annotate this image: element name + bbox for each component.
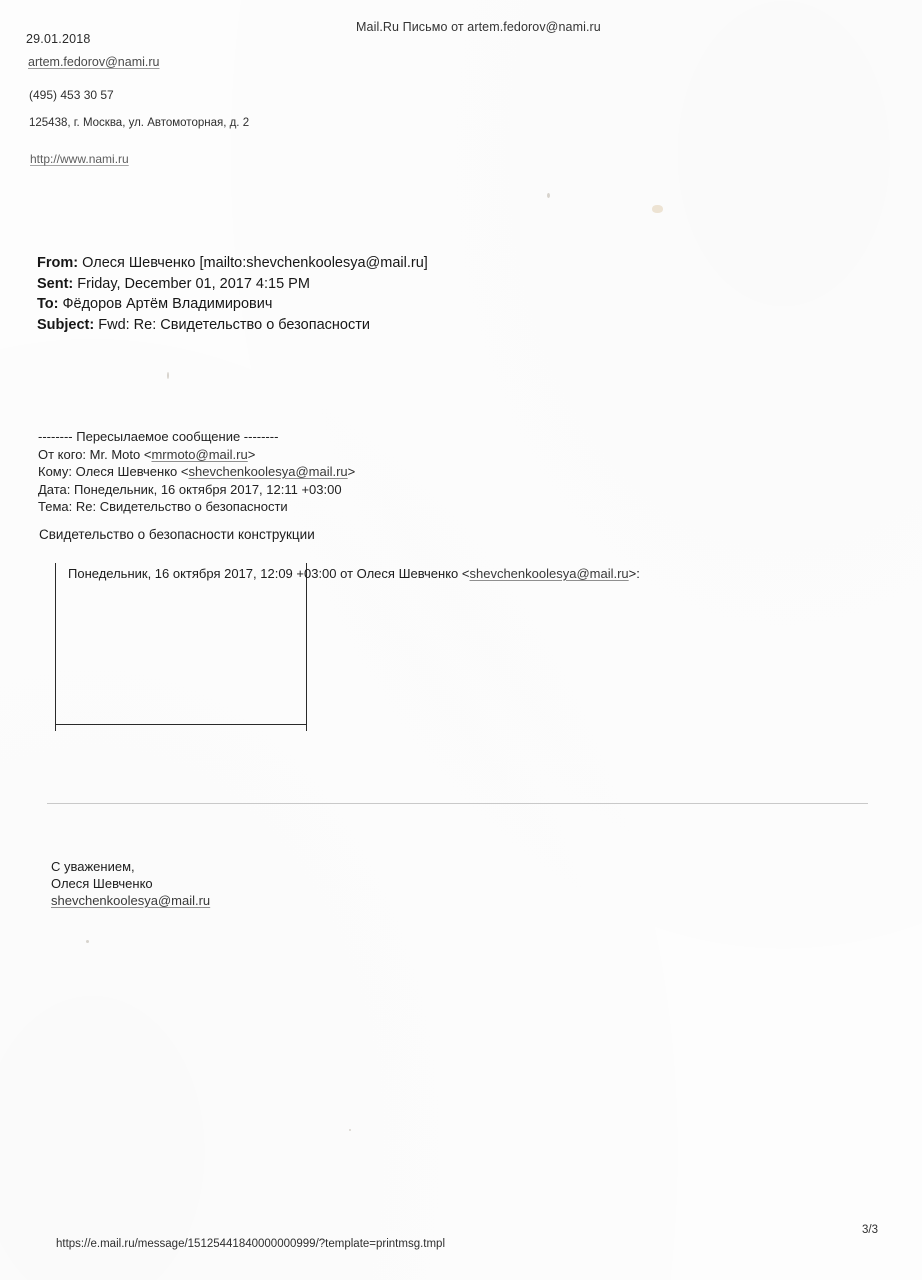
forwarded-subject	[38, 498, 355, 516]
forwarded-date-label: Дата:	[38, 481, 71, 497]
signature-email: shevchenkoolesya@mail.ru	[51, 893, 211, 908]
quoted-message-frame	[55, 563, 307, 725]
sent-value: Friday, December 01, 2017 4:15 PM	[77, 275, 310, 292]
forwarded-separator: -------- Пересылаемое сообщение --------	[38, 429, 279, 444]
forwarded-date	[38, 481, 355, 499]
quoted-message-intro	[68, 566, 640, 581]
from-value: Олеся Шевченко [mailto:shevchenkoolesya@mail.ru]	[82, 255, 428, 271]
angle-close: >	[247, 446, 256, 462]
signature-block	[51, 858, 210, 909]
angle-close: >	[347, 464, 356, 479]
mail-headers-block	[37, 253, 428, 335]
quote-intro-email: shevchenkoolesya@mail.ru	[469, 566, 629, 581]
message-body-text: Свидетельство о безопасности конструкции	[39, 527, 315, 542]
forwarded-from	[38, 446, 355, 464]
forwarded-to-email: shevchenkoolesya@mail.ru	[188, 464, 348, 479]
scan-speck	[547, 193, 550, 198]
scan-smudge	[652, 205, 663, 213]
forwarded-message-block	[38, 428, 355, 516]
angle-open: <	[143, 446, 152, 462]
sent-label: Sent:	[37, 275, 74, 292]
signature-name: Олеся Шевченко	[51, 876, 153, 891]
forwarded-subject-value: Re: Свидетельство о безопасности	[75, 499, 288, 514]
mail-header-from	[37, 253, 428, 274]
forwarded-subject-label: Тема:	[38, 499, 73, 514]
quote-intro-suffix: >:	[628, 566, 640, 581]
quoted-message-frame-cap	[55, 723, 307, 731]
contact-phone: (495) 453 30 57	[29, 88, 114, 102]
forwarded-from-email: mrmoto@mail.ru	[151, 446, 248, 462]
footer-page-number: 3/3	[862, 1224, 878, 1236]
contact-website: http://www.nami.ru	[30, 152, 129, 166]
scan-speck	[86, 940, 89, 943]
angle-open: <	[180, 464, 189, 479]
from-label: From:	[37, 255, 79, 271]
signature-closing: С уважением,	[51, 859, 135, 874]
forwarded-from-label: От кого:	[38, 446, 87, 462]
to-value: Фёдоров Артём Владимирович	[62, 296, 273, 312]
page-header-note: Mail.Ru Письмо от artem.fedorov@nami.ru	[356, 20, 601, 34]
mail-header-sent	[37, 274, 428, 295]
document-date: 29.01.2018	[26, 32, 91, 46]
scan-speck	[167, 372, 169, 379]
subject-value: Fwd: Re: Свидетельство о безопасности	[98, 316, 370, 333]
forwarded-date-value: Понедельник, 16 октября 2017, 12:11 +03:00	[74, 481, 342, 497]
to-label: To:	[37, 296, 59, 312]
footer-print-url: https://e.mail.ru/message/15125441840000000999/?template=printmsg.tmpl	[56, 1238, 446, 1250]
forwarded-to	[38, 463, 355, 481]
mail-header-to	[37, 294, 428, 315]
mail-header-subject	[37, 315, 428, 336]
horizontal-divider	[47, 803, 868, 804]
scan-speck	[349, 1129, 351, 1131]
forwarded-from-name: Mr. Moto	[89, 446, 141, 462]
quote-intro-prefix: Понедельник, 16 октября 2017, 12:09 +03:00 от Олеся Шевченко <	[68, 566, 470, 581]
subject-label: Subject:	[37, 316, 95, 333]
forwarded-to-label: Кому:	[38, 464, 72, 479]
contact-email: artem.fedorov@nami.ru	[28, 55, 160, 69]
contact-address: 125438, г. Москва, ул. Автомоторная, д. 2	[29, 117, 250, 129]
forwarded-to-name: Олеся Шевченко	[75, 464, 178, 479]
